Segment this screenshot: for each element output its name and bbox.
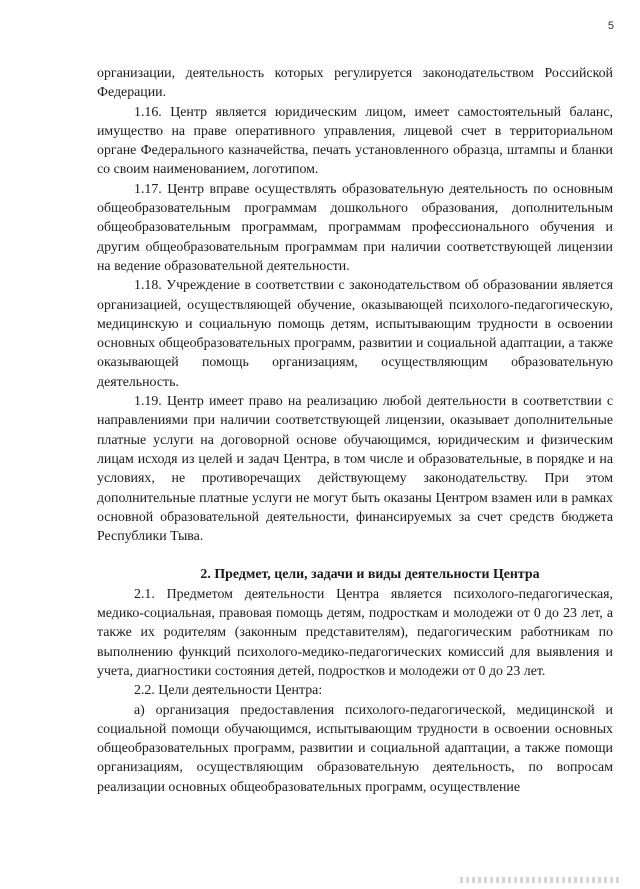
paragraph-2-2-a: а) организация предоставления психолого-педагогической, медицинской и социальной помощи обучающимся, испытывающим трудности в освоении основных общеобразовательных программ, развитии и социальной адаптации, а также помощи организациям, осуществляющим образовательную деятельность, по вопросам реализации основных общеобразовательных программ, осуществление [97, 702, 613, 795]
paragraph-continuation: организации, деятельность которых регулируется законодательством Российской Федерации. [97, 66, 613, 101]
document-body [97, 64, 613, 797]
section-heading: 2. Предмет, цели, задачи и виды деятельности Центра [200, 567, 540, 583]
scan-artifact [460, 877, 620, 883]
paragraph-1-18: 1.18. Учреждение в соответствии с законодательством об образовании является организацией, осуществляющей обучение, оказывающей психолого-педагогическую, медицинскую и социальную помощь детям, испытывающим трудности в освоении основных общеобразовательных программ, развитии и социальной адаптации, а также оказывающей помощь организациям, осуществляющим образовательную деятельность. [97, 278, 613, 390]
paragraph-1-17: 1.17. Центр вправе осуществлять образовательную деятельность по основным общеобразовательным программам дошкольного образования, дополнительным общеобразовательным программам, программам профессионального обучения и другим общеобразовательным программам при наличии соответствующей лицензии на ведение образовательной деятельности. [97, 181, 613, 274]
paragraph-2-2: 2.2. Цели деятельности Центра: [134, 683, 323, 699]
paragraph-2-1: 2.1. Предметом деятельности Центра является психолого-педагогическая, медико-социальная, правовая помощь детям, подросткам и молодежи от 0 до 23 лет, а также их родителям (законным представителям), педагогическим работникам по выполнению функций психолого-медико-педагогических комиссий для выявления и учета, диагностики состояния детей, подростков и молодежи от 0 до 23 лет. [97, 586, 613, 679]
paragraph-1-19: 1.19. Центр имеет право на реализацию любой деятельности в соответствии с направлениями при наличии соответствующей лицензии, оказывает дополнительные платные услуги на договорной основе обучающимся, юридическим и физическим лицам исходя из целей и задач Центра, в том числе и образовательные, в порядке и на условиях, не противоречащих действующему законодательству. При этом дополнительные платные услуги не могут быть оказаны Центром взамен или в рамках основной образовательной деятельности, финансируемых за счет средств бюджета Республики Тыва. [97, 394, 613, 545]
paragraph-1-16: 1.16. Центр является юридическим лицом, имеет самостоятельный баланс, имущество на праве оперативного управления, лицевой счет в территориальном органе Федерального казначейства, печать установленного образца, штампы и бланки со своим наименованием, логотипом. [97, 104, 613, 178]
page-number: 5 [607, 20, 614, 32]
